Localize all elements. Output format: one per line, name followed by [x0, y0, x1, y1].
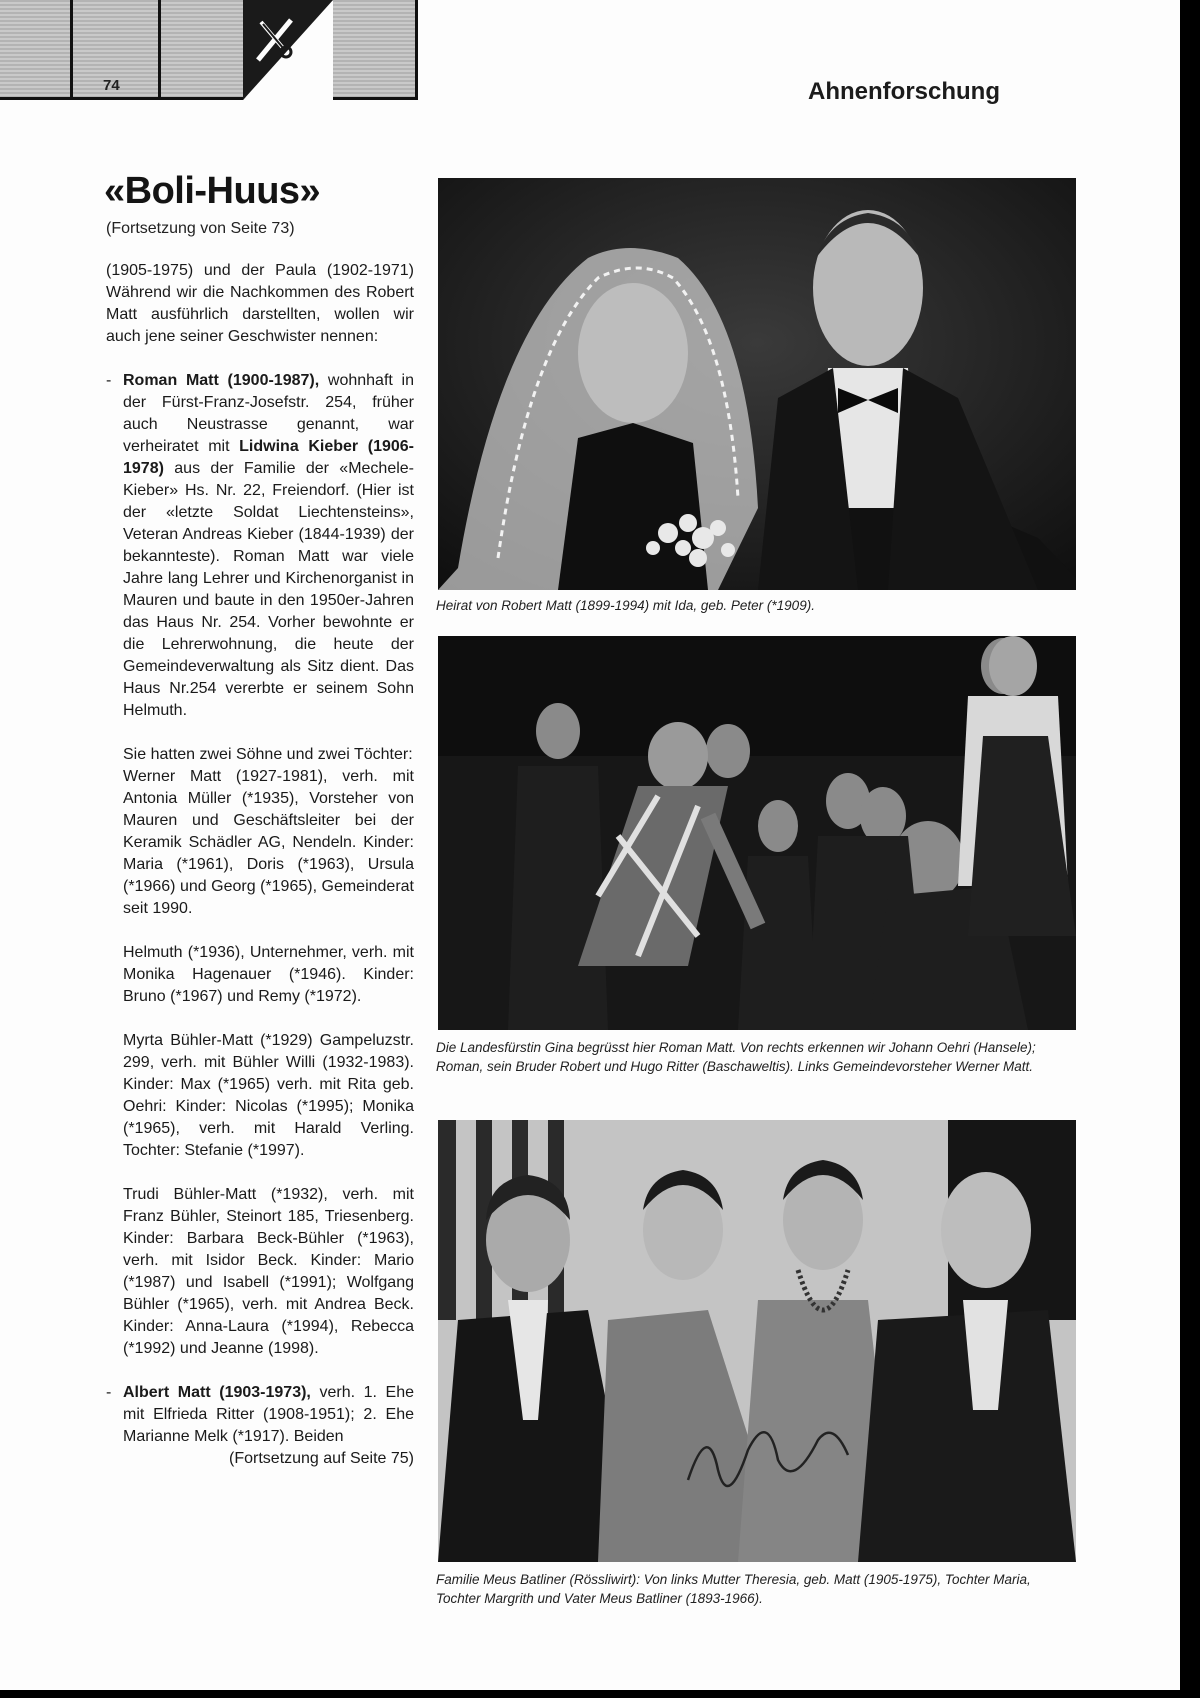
person-name: Albert Matt (1903-1973),	[123, 1384, 311, 1401]
figure-caption: Die Landesfürstin Gina begrüsst hier Roman Matt. Von rechts erkennen wir Johann Oehri (Hansele); Roman, sein Bruder Robert und Hugo Ritter (Baschaweltis). Links Gemeindevorsteher Werner Matt.	[436, 1040, 1036, 1074]
header-divider	[70, 0, 73, 100]
paragraph-albert-matt	[106, 1382, 414, 1448]
paragraph-roman-matt	[106, 370, 414, 722]
list-dash: -	[106, 372, 112, 389]
paragraph-text: verh. 1. Ehe mit Elfrieda Ritter (1908-1951); 2. Ehe Marianne Melk (*1917). Beiden	[123, 1384, 415, 1445]
paragraph-text: aus der Familie der «Mechele-Kieber» Hs. Nr. 22, Freiendorf. (Hier ist der «letzte Soldat Liechtensteins», Veteran Andreas Kieber (1844-1939) der bekannteste). Roman Matt war viele Jahre lang Lehrer und Kirchenorganist in Mauren und baute in den 1950er-Jahren das Haus Nr. 254. Vorher bewohnte er die Lehrerwohnung, die heute der Gemeindeverwaltung als Sitz dient. Das Haus Nr.254 vererbte er seinem Sohn Helmuth.	[123, 460, 414, 719]
children-block	[106, 744, 414, 1360]
header-divider	[415, 0, 418, 100]
figure-caption: Familie Meus Batliner (Rössliwirt): Von links Mutter Theresia, geb. Matt (1905-1975), Tochter Maria, Tochter Margrith und Vater Meus Batliner (1893-1966).	[436, 1572, 1031, 1606]
paragraph-helmuth: Helmuth (*1936), Unternehmer, verh. mit Monika Hagenauer (*1946). Kinder: Bruno (*1967) und Remy (*1972).	[123, 944, 414, 1005]
person-name: Lidwina Kieber (1906-1978)	[123, 438, 414, 477]
paragraph-intro: (1905-1975) und der Paula (1902-1971) Während wir die Nachkommen des Robert Matt ausführlich darstellten, wollen wir auch jene seiner Geschwister nennen:	[106, 262, 414, 345]
section-title: Ahnenforschung	[808, 78, 1000, 105]
list-dash: -	[106, 1384, 112, 1401]
article-body	[106, 260, 414, 1470]
paragraph-trudi: Trudi Bühler-Matt (*1932), verh. mit Franz Bühler, Steinort 185, Triesenberg. Kinder: Barbara Beck-Bühler (*1963), verh. mit Isidor Beck. Kinder: Mario (*1987) und Isabell (*1991); Wolfgang Bühler (*1965), verh. mit Andrea Beck. Kinder: Anna-Laura (*1994), Rebecca (*1992) und Jeanne (1998).	[123, 1186, 414, 1357]
header-baseline	[0, 97, 418, 100]
continued-on-note: (Fortsetzung auf Seite 75)	[229, 1450, 414, 1467]
header-band	[0, 0, 418, 100]
family-portrait-photo	[438, 1120, 1076, 1562]
figure-caption: Heirat von Robert Matt (1899-1994) mit Ida, geb. Peter (*1909).	[436, 598, 815, 613]
crossed-tools-emblem-icon	[243, 0, 333, 100]
paragraph-children-intro: Sie hatten zwei Söhne und zwei Töchter:	[123, 746, 413, 763]
reception-photo	[438, 636, 1076, 1030]
person-name: Roman Matt (1900-1987),	[123, 372, 320, 389]
paragraph-werner-matt: Werner Matt (1927-1981), verh. mit Antonia Müller (*1935), Vorsteher von Mauren und Geschäftsleiter bei der Keramik Schädler AG, Nendeln. Kinder: Maria (*1961), Doris (*1963), Ursula (*1966) und Georg (*1965), Gemeinderat seit 1990.	[123, 768, 414, 917]
page-number: 74	[103, 77, 120, 94]
paragraph-text: wohnhaft in der Fürst-Franz-Josefstr. 254, früher auch Neustrasse genannt, war verheiratet mit	[123, 372, 414, 455]
wedding-photo	[438, 178, 1076, 590]
header-divider	[158, 0, 161, 100]
article-title: «Boli-Huus»	[104, 170, 321, 212]
continued-from-note: (Fortsetzung von Seite 73)	[106, 220, 295, 237]
paragraph-myrta: Myrta Bühler-Matt (*1929) Gampeluzstr. 299, verh. mit Bühler Willi (1932-1983). Kinder: Max (*1965) verh. mit Rita geb. Oehri: Kinder: Nicolas (*1995); Monika (*1965), verh. mit Harald Verling. Tochter: Stefanie (*1997).	[123, 1032, 414, 1159]
